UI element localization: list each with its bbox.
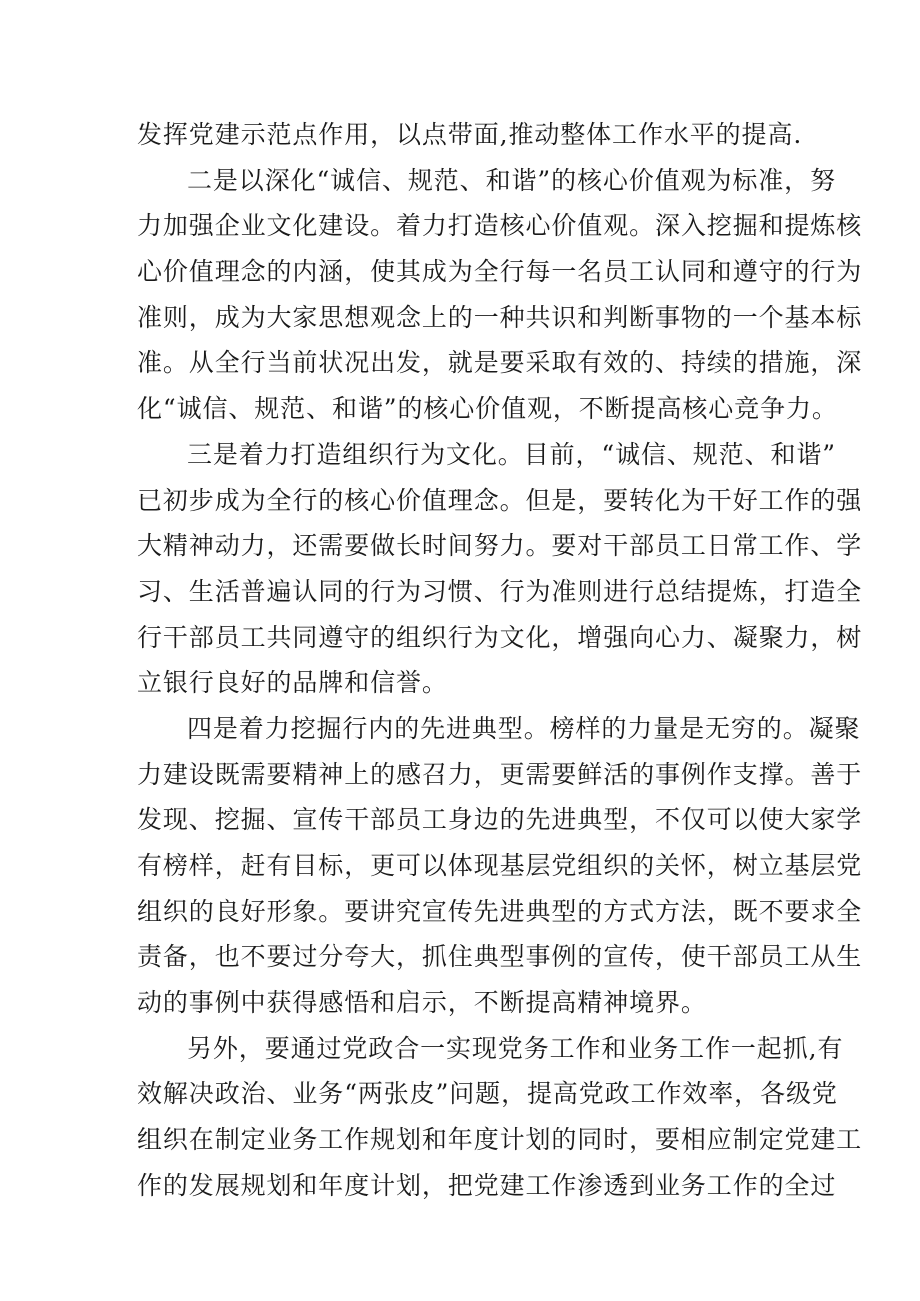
text-line: 已初步成为全行的核心价值理念。但是，要转化为干好工作的强	[137, 485, 863, 515]
text-line: 化“诚信、规范、和谐”的核心价值观，不断提高核心竞争力。	[137, 394, 838, 424]
text-line: 动的事例中获得感悟和启示，不断提高精神境界。	[137, 988, 707, 1018]
text-line: 二是以深化“诚信、规范、和谐”的核心价值观为标准，努	[187, 165, 836, 195]
text-line: 组织的良好形象。要讲究宣传先进典型的方式方法，既不要求全	[137, 896, 863, 926]
text-line: 心价值理念的内涵，使其成为全行每一名员工认同和遵守的行为	[137, 257, 863, 287]
text-line: 组织在制定业务工作规划和年度计划的同时，要相应制定党建工	[137, 1125, 863, 1155]
text-line: 作的发展规划和年度计划，把党建工作渗透到业务工作的全过	[137, 1170, 837, 1200]
text-line: 三是着力打造组织行为文化。目前，“诚信、规范、和谐”	[187, 439, 836, 469]
text-line: 习、生活普遍认同的行为习惯、行为准则进行总结提炼，打造全	[137, 576, 863, 606]
text-line: 行干部员工共同遵守的组织行为文化，增强向心力、凝聚力，树	[137, 622, 863, 652]
text-line: 力建设既需要精神上的感召力，更需要鲜活的事例作支撑。善于	[137, 759, 863, 789]
text-line: 有榜样，赶有目标，更可以体现基层党组织的关怀，树立基层党	[137, 851, 863, 880]
text-line: 准则，成为大家思想观念上的一种共识和判断事物的一个基本标	[137, 302, 863, 332]
text-line: 效解决政治、业务“两张皮”问题，提高党政工作效率，各级党	[137, 1079, 838, 1109]
text-line: 力加强企业文化建设。着力打造核心价值观。深入挖掘和提炼核	[137, 211, 863, 241]
text-line: 另外，要通过党政合一实现党务工作和业务工作一起抓,有	[187, 1033, 844, 1063]
text-line: 发挥党建示范点作用，以点带面,推动整体工作水平的提高.	[137, 120, 803, 149]
text-line: 四是着力挖掘行内的先进典型。榜样的力量是无穷的。凝聚	[187, 713, 861, 743]
text-line: 责备，也不要过分夸大，抓住典型事例的宣传，使干部员工从生	[137, 942, 863, 972]
text-line: 发现、挖掘、宣传干部员工身边的先进典型，不仅可以使大家学	[137, 805, 863, 835]
text-line: 立银行良好的品牌和信誉。	[137, 668, 448, 698]
body-text	[137, 112, 863, 1209]
text-line: 大精神动力，还需要做长时间努力。要对干部员工日常工作、学	[137, 531, 863, 561]
text-line: 准。从全行当前状况出发，就是要采取有效的、持续的措施，深	[137, 348, 863, 378]
